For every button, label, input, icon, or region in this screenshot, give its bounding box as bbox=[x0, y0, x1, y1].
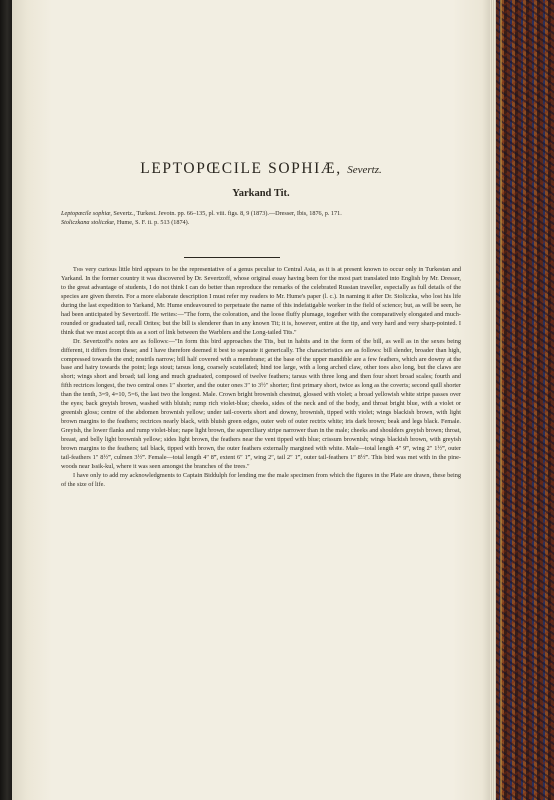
species-author: Severtz. bbox=[347, 164, 382, 176]
reference-name: Stoliczkana stoliczkæ, bbox=[61, 219, 116, 227]
book-spine bbox=[0, 0, 12, 800]
reference-name: Leptopœcile sophiæ, bbox=[61, 210, 112, 217]
paragraph: Dr. Severtzoff's notes are as follows:—"In form this bird approaches the Tits, but in habits and in the form of the bill, as well as in the sexes being different, it differs from these; and I have therefore deemed it best to separate it generically. The characteristics are as follows: bill slender, broader than high, compressed towards the end; nostrils narrow; bill half covered with a membrane; at the base of the upper mandible are a few feathers, which are downy at the base and hairy towards the point; legs stout; tarsus long, coarsely scutellated; hind toe large, with a long arched claw, other toes also long, but the claws are short; wings short and broad; tail long and much graduated, composed of twelve feathers; tarsus with three long and then four short broad scales; fourth and fifth rectrices longest, the two central ones 1″ shorter, and the outer ones 3″ to 3½″ shorter; first primary short, twice as long as the coverts; second quill shorter than the tenth, 3=9, 4=10, 5=6, the last two the longest. Male. Crown bright brownish chestnut, glossed with violet; a broad yellowish white stripe passes over the eyes; back greyish brown, washed with bluish; rump rich violet-blue; cheeks, sides of the neck and of the body, and throat bright blue, with a violet or greenish gloss; centre of the abdomen brownish yellow; under tail-coverts short and downy, brownish, tipped with violet; wings blackish brown, with light brown margins to the feathers; rectrices nearly black, with bluish green edges, outer web of outer rectrix white; iris dark brown; beak and legs black. Female. Greyish, the lower flanks and rump violet-blue; nape light brown, the superciliary stripe narrower than in the male; cheeks and shoulders greyish brown; throat, breast, and belly light brownish yellow; sides light brown, the feathers near the vent tipped with blue; crissum brownish; wings blackish brown, with greyish brown margins to the feathers; tail black, tipped with brown, the outer feathers externally margined with white. Male—total length 4″ 9‴, wing 2″ 1½‴, outer tail-feathers 1″ 8½‴, culmen 3½‴. Female—total length 4″ 8‴, extent 6″ 1‴, wing 2″, tail 2″ 1‴, outer tail-feathers 1″ 8½‴. This bird was met with in the pine-woods near Issik-kul, where it was seen amongst the branches of the trees." bbox=[61, 337, 461, 470]
common-name: Yarkand Tit. bbox=[232, 188, 290, 199]
marbled-cover bbox=[496, 0, 554, 800]
divider-rule bbox=[184, 257, 280, 258]
reference-text: Severtz., Turkest. Jevotn. pp. 66–135, pl. viii. figs. 8, 9 (1873).—Dresser, Ibis, 1876, p. 171. bbox=[113, 210, 342, 217]
species-title bbox=[61, 160, 461, 178]
paragraph-text: very curious little bird appears to be the representative of a genus peculiar to Central Asia, as it is at present known to occur only in Turkestan and Yarkand. In the former country it was discovered by Dr. Severtzoff, whose original essay having been for the most part translated into English by Mr. Dresser, to the great advantage of students, I do not think I can do better than reproduce the remarks of the celebrated Russian traveller, especially as full details of the species are given therein. For a more elaborate description I must refer my readers to Mr. Hume's paper (l. c.). In naming it after Dr. Stoliczka, who lost his life during the last expedition to Yarkand, Mr. Hume endeavoured to perpetuate the name of this indefatigable worker in the field of science; but, as will be seen, he had been anticipated by Severtzoff. He writes:—"The form, the coloration, and the loose fluffy plumage, together with the comparatively elongated and much-rounded or graduated tail, recall Orites; but the bill is slenderer than in any known Tit; it is, however, entire at the tip, and very hard and very sharp-pointed. I think that we must accept this as a sort of link between the Warblers and the Long-tailed Tits." bbox=[61, 266, 462, 336]
paragraph bbox=[61, 266, 461, 338]
body-text bbox=[61, 266, 461, 490]
paragraph: I have only to add my acknowledgments to Captain Biddulph for lending me the male specimen from which the figures in the Plate are drawn, these being of the size of life. bbox=[61, 471, 461, 488]
cover-gilt-edge bbox=[500, 0, 502, 800]
paragraph-first-word: This bbox=[73, 266, 84, 273]
species-name: LEPTOPŒCILE SOPHIÆ, bbox=[140, 160, 342, 177]
reference-entry bbox=[61, 218, 461, 227]
synonymy-references bbox=[61, 209, 461, 228]
reference-text: Hume, S. F. ii. p. 513 (1874). bbox=[116, 219, 190, 227]
reference-entry bbox=[61, 209, 461, 218]
